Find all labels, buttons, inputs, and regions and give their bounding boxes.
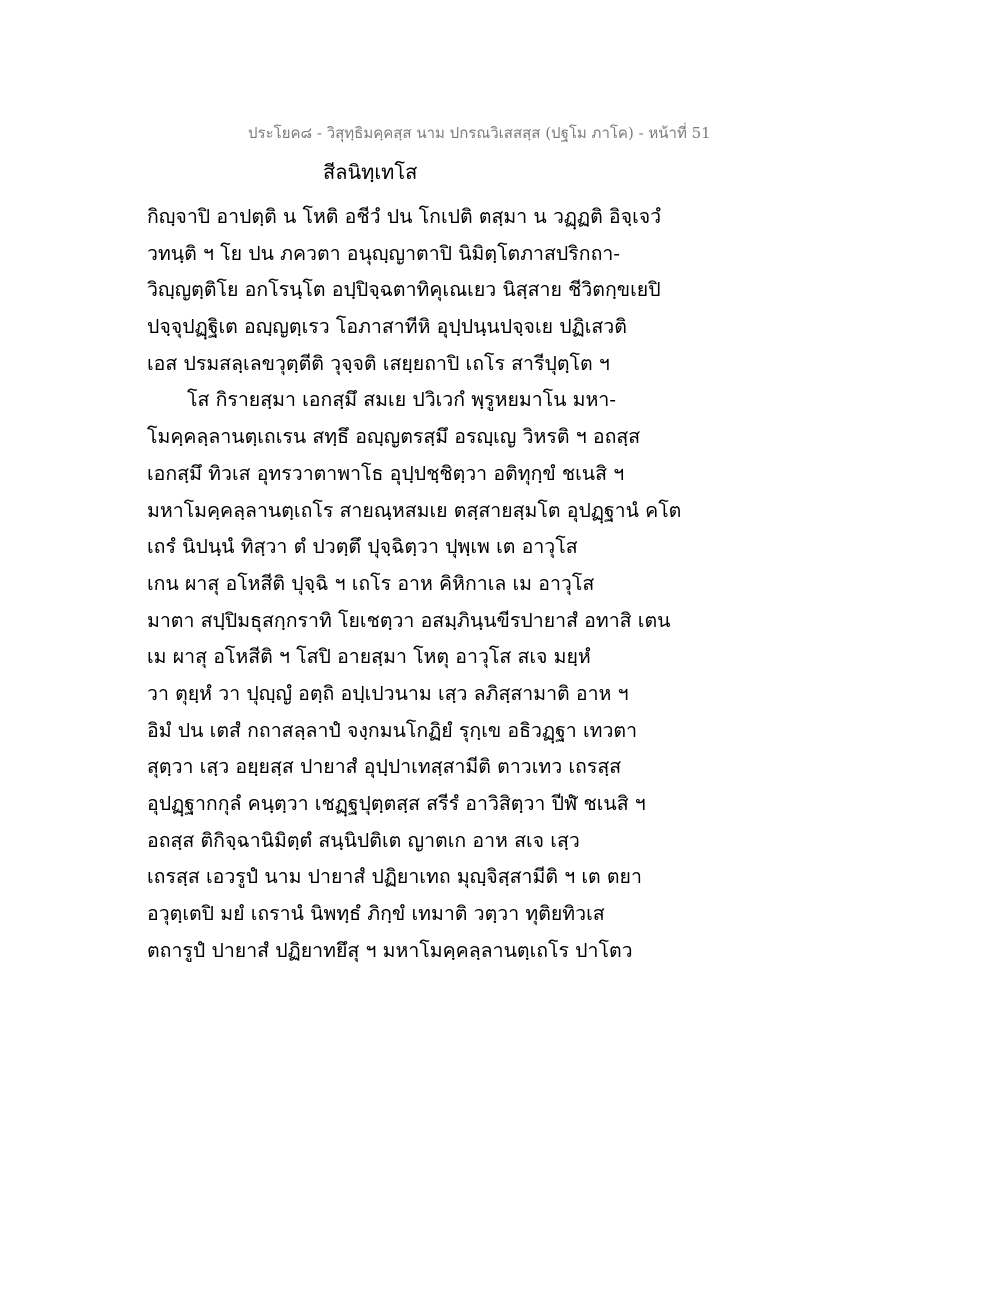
body-line: กิญฺจาปิ อาปตฺติ น โหติ อชีวํ ปน โกเปติ ตสฺมา น วฏฺฏติ อิจฺเจวํ <box>147 205 662 228</box>
body-line: เถรํ นิปนฺนํ ทิสฺวา ตํ ปวตฺตึ ปุจฺฉิตฺวา ปุพฺเพ เต อาวุโส <box>147 535 578 559</box>
body-line: มหาโมคฺคลฺลานตฺเถโร สายณฺหสมเย ตสฺสายสฺมโต อุปฏฺฐานํ คโต <box>147 498 682 522</box>
paragraph-start-line: โส กิรายสฺมา เอกสฺมึ สมเย ปวิเวกํ พฺรูหยมาโน มหา- <box>187 388 616 412</box>
body-line: เอกสฺมึ ทิวเส อุทรวาตาพาโธ อุปฺปชฺชิตฺวา อติทุกฺขํ ชเนสิ ฯ <box>147 461 625 485</box>
body-line: โมคฺคลฺลานตฺเถเรน สทฺธึ อญฺญตรสฺมึ อรญฺเญ วิหรติ ฯ อถสฺส <box>147 425 641 449</box>
body-line: เม ผาสุ อโหสีติ ฯ โสปิ อายสฺมา โหตุ อาวุโส สเจ มยฺหํ <box>147 645 591 669</box>
body-line: สุตฺวา เสฺว อยฺยสฺส ปายาสํ อุปฺปาเทสฺสามีติ ตาวเทว เถรสฺส <box>147 755 622 779</box>
body-line: ปจฺจุปฏฺฐิเต อญฺญตฺเรว โอภาสาทีหิ อุปฺปนฺนปจฺจเย ปฏิเสวติ <box>147 315 627 339</box>
body-line: อิมํ ปน เตสํ กถาสลฺลาปํ จงฺกมนโกฏิยํ รุกฺเข อธิวฏฺฐา เทวตา <box>147 718 638 742</box>
body-line: เถรสฺส เอวรูปํ นาม ปายาสํ ปฏิยาเทถ มุญฺจิสฺสามีติ ฯ เต ตยา <box>147 865 642 889</box>
body-line: ตถารูปํ ปายาสํ ปฏิยาทยึสุ ฯ มหาโมคฺคลฺลานตฺเถโร ปาโตว <box>147 938 633 962</box>
body-line: วิญฺญตฺติโย อกโรนฺโต อปฺปิจฺฉตาทิคุเณเยว นิสฺสาย ชีวิตกฺขเยปิ <box>147 278 661 302</box>
running-head: ประโยค๘ - วิสุทฺธิมคฺคสฺส นาม ปกรณวิเสสสฺส (ปฐโม ภาโค) - หน้าที่ 51 <box>248 124 711 142</box>
body-line: เกน ผาสุ อโหสีติ ปุจฺฉิ ฯ เถโร อาห คิหิกาเล เม อาวุโส <box>147 571 595 595</box>
body-line: อวุตฺเตปิ มยํ เถรานํ นิพทฺธํ ภิกฺขํ เทมาติ วตฺวา ทุติยทิวเส <box>147 902 605 926</box>
body-line: วา ตุยฺหํ วา ปุญฺญํ อตฺถิ อปฺเปวนาม เสฺว ลภิสฺสามาติ อาห ฯ <box>147 681 629 705</box>
section-title: สีลนิทฺเทโส <box>323 160 418 184</box>
body-line: อุปฏฺฐากกุลํ คนฺตฺวา เชฏฺฐปุตฺตสฺส สรีรํ อาวิสิตฺวา ปีฬํ ชเนสิ ฯ <box>147 792 646 815</box>
body-line: มาตา สปฺปิมธุสกฺกราทิ โยเชตฺวา อสมฺภินฺนขีรปายาสํ อทาสิ เตน <box>147 608 671 632</box>
body-line: วทนฺติ ฯ โย ปน ภควตา อนุญฺญาตาปิ นิมิตฺโตภาสปริกถา- <box>147 241 620 265</box>
body-text <box>147 199 707 969</box>
body-line: อถสฺส ติกิจฺฉานิมิตฺตํ สนฺนิปติเต ญาตเก อาห สเจ เสฺว <box>147 828 580 852</box>
body-line: เอส ปรมสลฺเลขวุตฺตีติ วุจฺจติ เสยฺยถาปิ เถโร สารีปุตฺโต ฯ <box>147 351 610 375</box>
